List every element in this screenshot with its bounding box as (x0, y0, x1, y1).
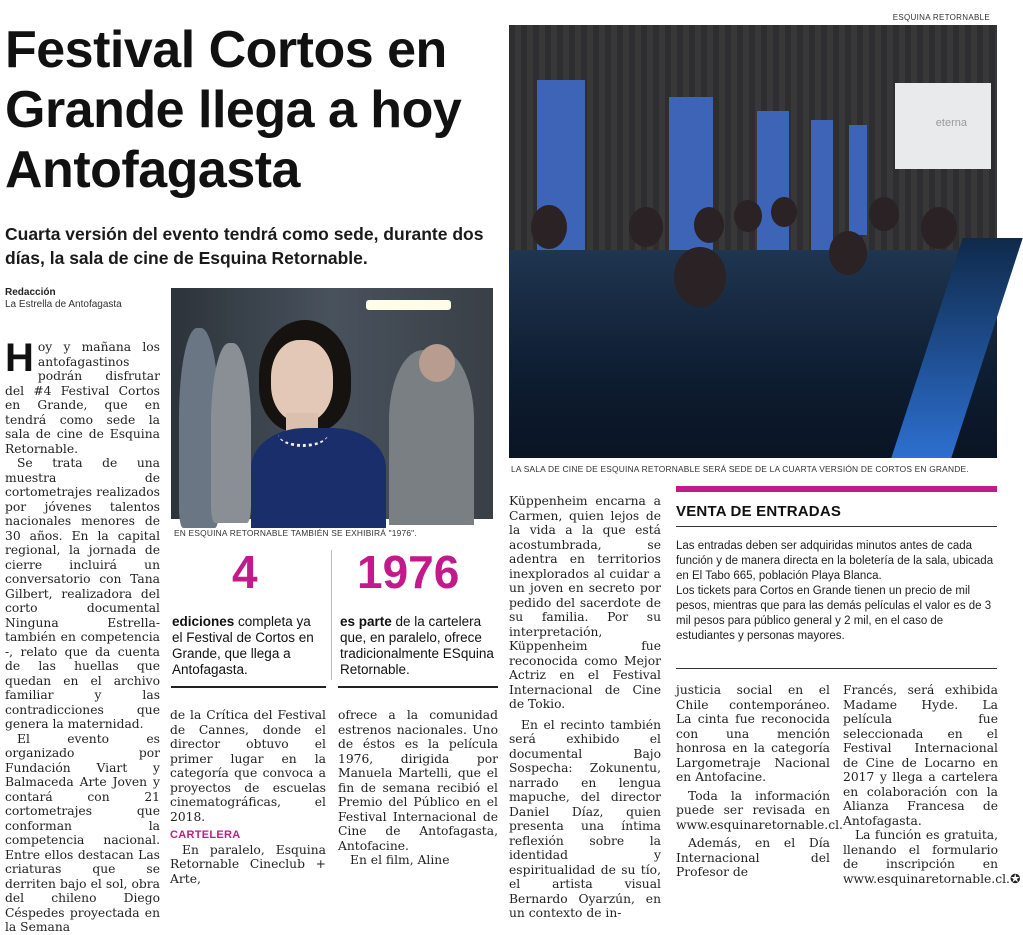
photo-screen-text: eterna (935, 117, 967, 129)
stat-rule (338, 686, 498, 688)
body-paragraph: Francés, será exhibida Madame Hyde. La película fue seleccionada en el Festival Internacional de Cine de Locarno en 2017 y llega a cartelera en colaboración con la Alianza Francesa de Antofagasta. (843, 683, 998, 828)
photo-background-man-head (419, 344, 455, 382)
byline (5, 287, 165, 311)
drop-cap: H (5, 336, 34, 380)
box-paragraph: Los tickets para Cortos en Grande tienen un precio de mil pesos, mientras que para las demás películas el valor es de 3 mil pesos para público general y 2 mil, en el caso de estudiantes y personas mayores. (676, 585, 992, 642)
subhead: Cuarta versión del evento tendrá como sede, durante dos días, la sala de cine de Esquina Retornable. (5, 224, 484, 268)
body-column-2 (170, 708, 326, 886)
photo-blue-panel (849, 125, 867, 235)
body-column-1 (5, 336, 160, 935)
body-paragraph: Toda la información puede ser revisada en www.esquinaretornable.cl. (676, 788, 843, 832)
stat-bold: ediciones (172, 614, 235, 629)
body-column-3 (338, 708, 498, 868)
photo-audience-head (771, 197, 797, 227)
stat-description (340, 614, 500, 678)
body-paragraph: de la Crítica del Festival de Cannes, donde el director obtuvo el primer lugar en la categoría que convoca a proyectos de escuelas cinematográficas, el 2018. (170, 708, 326, 824)
body-paragraph: En el film, Aline (350, 853, 450, 867)
photo-audience-head (531, 205, 567, 249)
stat-rest: completa ya el Festival de Cortos en Grande, que llega a Antofagasta. (172, 614, 314, 677)
headline: Festival Cortos en Grande llega a hoy Antofagasta (5, 21, 462, 199)
cinema-hall-photo (509, 25, 997, 458)
body-paragraph: Küppenheim encarna a Carmen, quien lejos de la vida a la que está acostumbrada, se adentra en territorios inexplorados al cuidar a un joven en secreto por pedido del sacerdote de su familia. Por su interpretación, Küppenheim fue reconocida como Mejor Actriz en el Festival Internacional de Cine de Tokio. (509, 494, 661, 711)
section-tag: ESQUINA RETORNABLE (892, 13, 990, 22)
column-divider (331, 550, 332, 680)
photo-audience-head (829, 231, 867, 275)
photo-audience-head (694, 207, 724, 243)
body-paragraph: Además, en el Día Internacional del Profesor de (676, 836, 830, 879)
stat-bold: es parte (340, 614, 392, 629)
box-end-rule (676, 668, 997, 669)
body-paragraph: justicia social en el Chile contemporáneo. La cinta fue reconocida con una mención honrosa en la categoría Largometraje Nacional en Antofacine. (676, 683, 830, 784)
photo-audience-head (674, 247, 726, 307)
photo-audience-head (921, 207, 957, 249)
photo-audience-head (869, 197, 899, 231)
body-paragraph (5, 336, 160, 456)
box-text (676, 539, 997, 644)
body-column-6 (843, 683, 1021, 886)
body-paragraph: El evento es organizado por Fundación Viart y Balmaceda Arte Joven y contará con 21 cortometrajes que conforman la competencia nacional. Entre ellos destacan Las criaturas que se derriten bajo el sol, obra del chileno Diego Céspedes proyectada en la Semana (5, 731, 160, 934)
body-column-4 (509, 494, 661, 921)
film-still-photo (171, 288, 493, 519)
body-text: oy y mañana los antofagastinos podrán disfrutar del #4 Festival Cortos en Grande, que en tendrá como sede la sala de cine de Esquina Retornable. (5, 340, 160, 456)
photo-woman-face (271, 340, 333, 422)
photo-blue-panel (811, 120, 833, 250)
photo-audience-head (629, 207, 663, 247)
cinema-photo-caption: LA SALA DE CINE DE ESQUINA RETORNABLE SERÁ SEDE DE LA CUARTA VERSIÓN DE CORTOS EN GRANDE. (511, 464, 969, 474)
stat-rest: de la cartelera que, en paralelo, ofrece tradicionalmente ESquina Retornable. (340, 614, 494, 677)
byline-paper: La Estrella de Antofagasta (5, 299, 122, 310)
cartelera-label: CARTELERA (170, 829, 241, 841)
body-paragraph: En paralelo, Esquina Retornable Cineclub + Arte, (170, 842, 326, 886)
photo-blue-panel (757, 111, 789, 261)
photo-ceiling-light (366, 300, 451, 310)
photo-audience-head (734, 200, 762, 232)
body-paragraph: ofrece a la comunidad estrenos nacionales. Uno de éstos es la película 1976, dirigida por Manuela Martelli, que el fin de semana recibió el Premio del Público en el Festival Internacional de Cine de Antofagasta, Antofacine. (338, 708, 498, 853)
body-column-5 (676, 683, 843, 880)
box-accent-bar (676, 486, 997, 492)
byline-author: Redacción (5, 287, 56, 298)
stat-rule (171, 686, 326, 688)
box-rule (676, 526, 997, 527)
box-title: VENTA DE ENTRADAS (676, 503, 842, 520)
stat-number: 4 (232, 546, 258, 598)
body-paragraph: En el recinto también será exhibido el documental Bajo Sospecha: Zokunentu, narrado en lengua mapuche, del director Daniel Díaz, quien presenta una íntima reflexión sobre la identidad y espiritualidad de su tío, el artista visual Bernardo Oyarzún, en un contexto de in- (509, 717, 661, 920)
stat-number: 1976 (357, 546, 460, 598)
film-photo-caption: EN ESQUINA RETORNABLE TAMBIÉN SE EXHIBIRÁ "1976". (174, 528, 417, 538)
body-paragraph: Se trata de una muestra de cortometrajes realizados por jóvenes talentos nacionales menores de 30 años. En la capital regional, la jornada de cierre incluirá un conversatorio con Tana Gilbert, realizadora del corto documental Ninguna Estrella- también en competencia -, relato que da cuenta de las huellas que quedan en el archivo familiar y las contradicciones que genera la maternidad. (5, 456, 160, 731)
photo-background-person (211, 343, 251, 523)
box-paragraph: Las entradas deben ser adquiridas minutos antes de cada función y de manera directa en la boletería de la sala, ubicada en El Tabo 665, población Playa Blanca. (676, 540, 994, 582)
photo-pearl-necklace (278, 421, 328, 447)
body-paragraph: La función es gratuita, llenando el formulario de inscripción en www.esquinaretornable.cl.✪ (843, 828, 1021, 886)
stat-description (172, 614, 324, 678)
